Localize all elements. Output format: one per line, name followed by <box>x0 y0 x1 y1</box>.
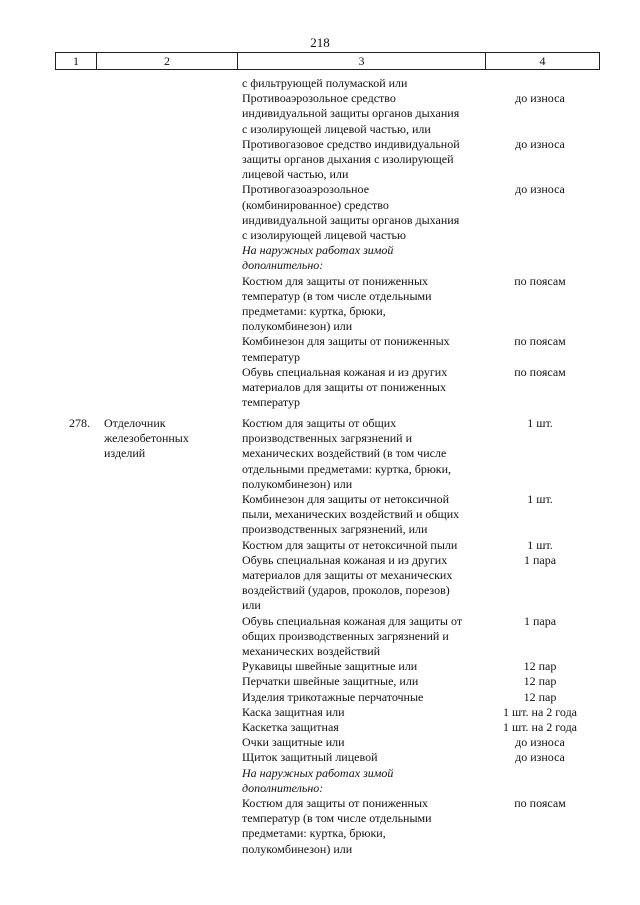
item-text-line: Изделия трикотажные перчаточные <box>242 689 424 704</box>
profession-name-line: Отделочник <box>104 416 166 430</box>
item-text-line: Щиток защитный лицевой <box>242 750 378 765</box>
item-text-line: отдельными предметами: куртка, брюки, <box>242 461 452 476</box>
item-text-line: Очки защитные или <box>242 735 345 750</box>
quantity-cell: 1 пара <box>523 613 557 628</box>
quantity-cell: 1 шт. на 2 года <box>502 720 578 734</box>
quantity-cell: 1 шт. <box>527 492 553 506</box>
quantity-cell: до износа <box>515 91 565 106</box>
quantity-cell: 12 пар <box>523 674 557 689</box>
item-text-line: Комбинезон для защиты от нетоксичной <box>242 492 450 506</box>
item-text-line: Каскетка защитная <box>242 720 339 734</box>
item-text-line: с фильтрующей полумаской или <box>242 76 408 90</box>
item-text-line: материалов для защиты от пониженных <box>242 380 446 394</box>
item-text-line: полукомбинезон) или <box>242 476 353 491</box>
item-text-line: Противоаэрозольное средство <box>242 91 396 106</box>
item-text-line: На наружных работах зимой <box>242 765 394 780</box>
item-text-line: воздействий (ударов, проколов, порезов) <box>242 583 450 598</box>
header-col-3: 3 <box>238 53 486 69</box>
quantity-cell: по поясам <box>514 364 566 379</box>
item-text-line: температур <box>242 395 301 410</box>
quantity-cell: 1 пара <box>523 552 557 567</box>
item-text-line: с изолирующей лицевой частью <box>242 228 406 242</box>
quantity-cell: до износа <box>515 750 565 765</box>
profession-name-line: железобетонных <box>104 431 189 446</box>
item-text-line: (комбинированное) средство <box>242 197 389 212</box>
item-text-line: материалов для защиты от механических <box>242 568 453 582</box>
header-col-1: 1 <box>56 53 97 69</box>
item-text-line: с изолирующей лицевой частью, или <box>242 121 431 136</box>
page-number: 218 <box>310 35 330 50</box>
item-text-line: лицевой частью, или <box>242 167 349 182</box>
item-text-line: полукомбинезон) или <box>242 841 353 856</box>
item-text-line: индивидуальной защиты органов дыхания <box>242 212 460 227</box>
item-text-line: Костюм для защиты от общих <box>242 416 397 430</box>
item-text-line: Костюм для защиты от нетоксичной пыли <box>242 537 458 552</box>
item-text-line: механических воздействий <box>242 644 381 658</box>
table-header <box>55 52 600 70</box>
item-text-line: Рукавицы швейные защитные или <box>242 659 418 674</box>
item-text-line: производственных загрязнений и <box>242 431 413 446</box>
item-text-line: Перчатки швейные защитные, или <box>242 674 419 689</box>
quantity-cell: до износа <box>515 136 565 151</box>
quantity-cell: до износа <box>515 735 565 750</box>
item-text-line: производственных загрязнений, или <box>242 522 428 537</box>
item-text-line: дополнительно: <box>242 780 324 795</box>
item-text-line: Противогазовое средство индивидуальной <box>242 136 460 151</box>
item-text-line: предметами: куртка, брюки, <box>242 304 386 318</box>
item-text-line: Костюм для защиты от пониженных <box>242 796 429 810</box>
item-text-line: общих производственных загрязнений и <box>242 628 449 643</box>
item-text-line: Противогазоаэрозольное <box>242 182 370 197</box>
item-text-line: дополнительно: <box>242 258 324 273</box>
item-text-line: Костюм для защиты от пониженных <box>242 273 429 288</box>
item-text-line: индивидуальной защиты органов дыхания <box>242 106 460 121</box>
quantity-cell: 12 пар <box>523 689 557 704</box>
header-col-4: 4 <box>539 54 546 68</box>
profession-name-line: изделий <box>104 446 146 461</box>
item-text-line: На наружных работах зимой <box>242 243 394 258</box>
item-text-line: Обувь специальная кожаная и из других <box>242 552 448 567</box>
quantity-cell: до износа <box>515 182 565 197</box>
quantity-cell: 1 шт. <box>527 416 553 430</box>
quantity-cell: 1 шт. на 2 года <box>502 704 578 719</box>
item-text-line: пыли, механических воздействий и общих <box>242 507 460 522</box>
item-text-line: температур (в том числе отдельными <box>242 811 432 826</box>
quantity-cell: 1 шт. <box>527 537 553 552</box>
item-text-line: механических воздействий (в том числе <box>242 446 447 461</box>
item-text-line: Обувь специальная кожаная для защиты от <box>242 613 463 628</box>
entry-number: 278. <box>69 416 90 430</box>
item-text-line: температур <box>242 349 301 364</box>
item-text-line: полукомбинезон) или <box>242 319 353 334</box>
item-text-line: Каска защитная или <box>242 704 345 719</box>
item-text-line: защиты органов дыхания с изолирующей <box>242 152 454 166</box>
item-text-line: Комбинезон для защиты от пониженных <box>242 334 450 349</box>
quantity-cell: по поясам <box>514 273 566 288</box>
quantity-cell: по поясам <box>514 334 566 349</box>
item-text-line: предметами: куртка, брюки, <box>242 826 386 841</box>
item-text-line: температур (в том числе отдельными <box>242 288 432 303</box>
header-col-2: 2 <box>97 53 238 69</box>
quantity-cell: 12 пар <box>523 659 557 674</box>
quantity-cell: по поясам <box>514 796 566 810</box>
item-text-line: Обувь специальная кожаная и из других <box>242 364 448 379</box>
item-text-line: или <box>242 598 261 613</box>
